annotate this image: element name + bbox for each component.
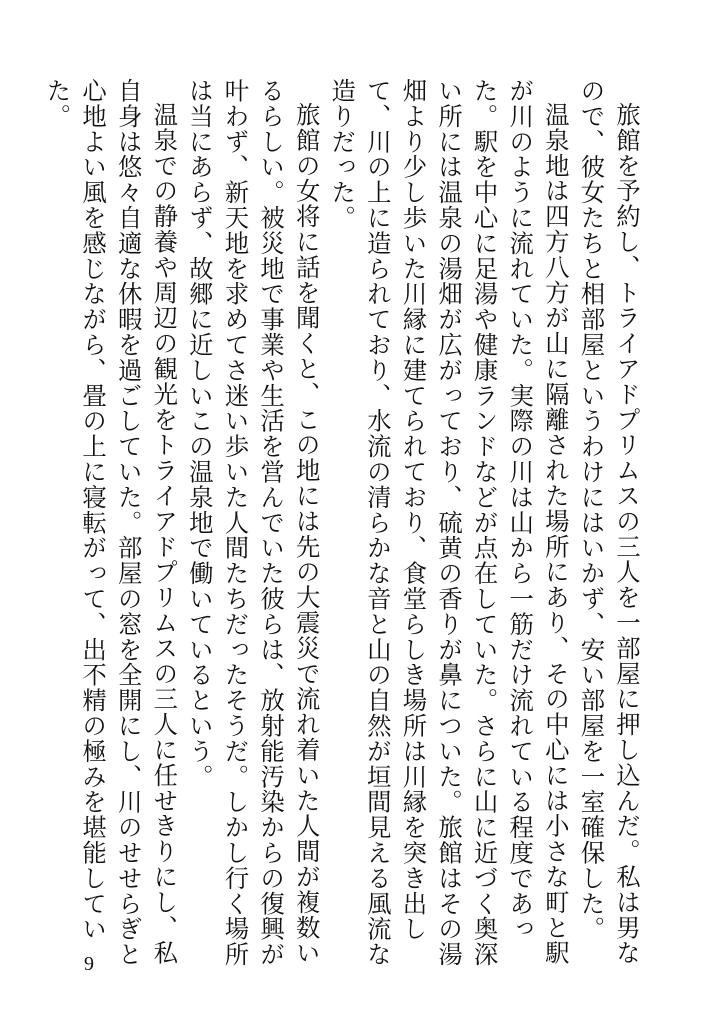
page-number: 9 (84, 953, 94, 975)
paragraph: 旅館を予約し、トライアドプリムスの三人を一部屋に押し込んだ。私は男なので、彼女たちと相部屋というわけにはいかず、安い部屋を一室確保した。 (576, 78, 641, 966)
paragraph: 旅館の女将に話を聞くと、この地には先の大震災で流れ着いた人間が複数いるらしい。被災地で事業や生活を営んでいた彼らは、放射能汚染からの復興が叶わず、新天地を求めてさ迷い歩いた人間たちだったそうだ。しかし行く場所は当にあらず、故郷に近しいこの温泉地で働いているという。 (184, 78, 321, 967)
paragraph: 温泉地は四方八方が山に隔離された場所にあり、その中心には小さな町と駅が川のように流れていた。実際の川は山から一筋だけ流れている程度であった。駅を中心に足湯や健康ランドなどが点在していた。さらに山に近づく奥深い所には温泉の湯畑が広がっており、硫黄の香りが鼻についた。旅館はその湯畑より少し歩いた川縁に建てられており、食堂らしき場所は川縁を突き出して、川の上に造られており、水流の清らかな音と山の自然が垣間見える風流な造りだった。 (327, 78, 570, 967)
vertical-text-body (42, 78, 644, 978)
paragraph: 温泉での静養や周辺の観光をトライアドプリムスの三人に任せきりにし、私自身は悠々自適な休暇を過ごしていた。部屋の窓を全開にし、川のせせらぎと心地よい風を感じながら、畳の上に寝転がって、出不精の極みを堪能していた。 (42, 78, 179, 967)
